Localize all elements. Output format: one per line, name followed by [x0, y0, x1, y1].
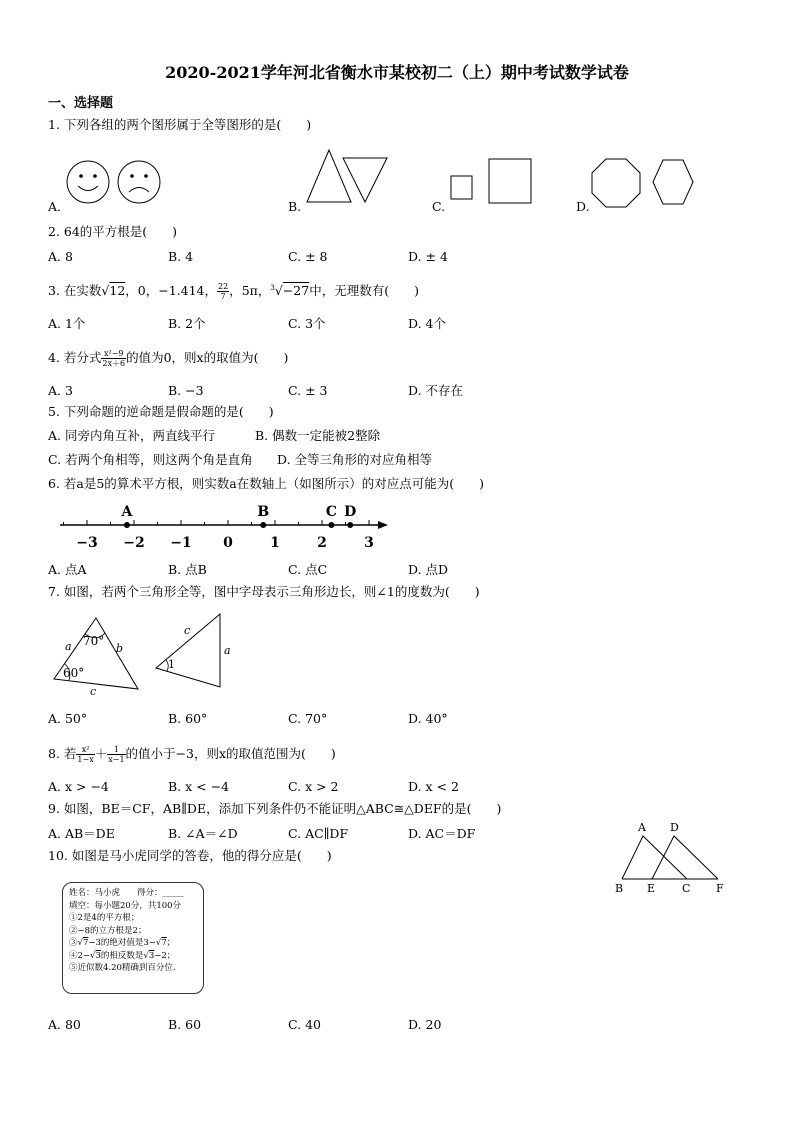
- q3-radicand-1: 12: [109, 283, 126, 299]
- card-line-3: ③√7−3的绝对值是3−√7；: [69, 938, 176, 948]
- number-line-tick-label: −3: [76, 535, 98, 551]
- card-line-name: 姓名：马小虎 得分：_____: [69, 888, 184, 898]
- q1-option-c: C.: [432, 199, 446, 214]
- q5-stem: 5. 下列命题的逆命题是假命题的是( ): [48, 404, 274, 419]
- q9-label-d: D: [670, 821, 679, 834]
- q7-option-d: D. 40°: [408, 711, 448, 726]
- card-line-3-a: ③: [69, 938, 78, 948]
- q4-fraction-num: x²−9: [101, 349, 126, 359]
- q7-t1-side-b: b: [116, 642, 124, 655]
- card-line-3-r2: 7: [161, 938, 167, 948]
- q7-t1-side-c: c: [90, 685, 97, 698]
- number-line-point-c: [328, 522, 334, 528]
- q8-fraction-2-den: x−1: [108, 755, 125, 764]
- q9-option-a: A. AB＝DE: [48, 826, 115, 841]
- number-line-tick-label: −2: [123, 535, 145, 551]
- q5-option-d: D. 全等三角形的对应角相等: [277, 452, 433, 467]
- q8-fraction-1: [76, 745, 94, 764]
- number-line-point-d: [347, 522, 353, 528]
- card-line-4-c: −2；: [154, 950, 176, 961]
- q10-option-c: C. 40: [288, 1017, 321, 1032]
- q8-text-pre: 8. 若: [48, 746, 77, 761]
- q1-figure-smiley-faces: [60, 156, 170, 206]
- number-line-point-a: [124, 522, 130, 528]
- number-line-point-b: [260, 522, 266, 528]
- q3-radicand-2: −27: [282, 283, 310, 299]
- q1-option-d: D.: [576, 199, 590, 214]
- q10-option-d: D. 20: [408, 1017, 442, 1032]
- number-line-point-label: A: [121, 504, 133, 520]
- smile-face-icon: [67, 161, 109, 203]
- number-line-tick-label: 0: [223, 535, 233, 551]
- q1-option-b: B.: [288, 199, 302, 214]
- q2-stem: 2. 64的平方根是( ): [48, 224, 178, 239]
- q1-figure-polygons: [590, 155, 700, 209]
- q6-option-b: B. 点B: [168, 562, 207, 577]
- q10-option-b: B. 60: [168, 1017, 202, 1032]
- q6-number-line: [60, 497, 400, 553]
- q4-option-c: C. ± 3: [288, 383, 328, 398]
- q4-option-b: B. −3: [168, 383, 204, 398]
- q3-stem: [48, 280, 419, 301]
- number-line-tick-label: 1: [270, 535, 280, 551]
- q1-stem: 1. 下列各组的两个图形属于全等图形的是( ): [48, 117, 312, 132]
- q2-option-b: B. 4: [168, 249, 194, 264]
- q3-text-mid2: ，5π，: [229, 283, 271, 299]
- q5-option-b: B. 偶数一定能被2整除: [255, 428, 381, 443]
- q5-option-a: A. 同旁内角互补，两直线平行: [48, 428, 215, 443]
- q3-fraction-den: 7: [220, 292, 226, 302]
- q3-option-c: C. 3个: [288, 316, 326, 331]
- card-line-4-r2: 3: [148, 950, 155, 961]
- q10-answer-card: [62, 882, 204, 994]
- q7-t2-side-a: a: [224, 644, 231, 657]
- number-line-point-label: C: [325, 504, 337, 520]
- q7-t1-angle-left: 60°: [63, 666, 85, 680]
- q6-stem: 6. 若a是5的算术平方根，则实数a在数轴上（如图所示）的对应点可能为( ): [48, 476, 485, 491]
- q4-text-post: 的值为0，则x的取值为( ): [126, 350, 289, 365]
- number-line-point-label: D: [344, 504, 357, 520]
- q4-option-d: D. 不存在: [408, 383, 464, 398]
- q7-t2-side-c: c: [184, 624, 191, 637]
- q1-option-a: A.: [48, 199, 62, 214]
- q3-root-index: 3: [270, 284, 275, 292]
- card-line-3-r1: 7: [82, 938, 89, 948]
- q1-figure-squares: [450, 158, 535, 206]
- card-line-1: ①2是4的平方根；: [69, 913, 140, 923]
- card-line-4-r1: 3: [95, 950, 101, 961]
- q9-stem: 9. 如图，BE＝CF，AB∥DE，添加下列条件仍不能证明△ABC≅△DEF的是( ): [48, 801, 502, 816]
- q7-option-b: B. 60°: [168, 711, 208, 726]
- q6-option-d: D. 点D: [408, 562, 449, 577]
- q8-option-c: C. x > 2: [288, 779, 339, 794]
- q8-fraction-2: [107, 745, 125, 764]
- q4-fraction: [101, 349, 126, 368]
- q7-option-c: C. 70°: [288, 711, 328, 726]
- q7-triangle-1: [50, 614, 145, 700]
- number-line-tick-label: 3: [364, 535, 374, 551]
- q9-option-d: D. AC＝DF: [408, 826, 476, 841]
- q9-label-e: E: [647, 882, 656, 895]
- q8-fraction-2-num: 1: [107, 745, 125, 755]
- q4-option-a: A. 3: [48, 383, 73, 398]
- q3-option-a: A. 1个: [48, 316, 86, 331]
- card-line-rule: 填空：每小题20分，共100分: [69, 900, 182, 911]
- q3-cuberoot-icon: √: [274, 283, 283, 299]
- q9-option-b: B. ∠A＝∠D: [168, 826, 238, 841]
- q8-fraction-1-num: x²: [76, 745, 94, 755]
- q2-option-d: D. ± 4: [408, 249, 448, 264]
- q3-sqrt-icon: √: [101, 283, 110, 299]
- q3-fraction: [217, 282, 229, 301]
- q4-stem: [48, 349, 288, 368]
- q9-option-c: C. AC∥DF: [288, 826, 349, 841]
- q7-stem: 7. 如图，若两个三角形全等，图中字母表示三角形边长，则∠1的度数为( ): [48, 584, 480, 599]
- q7-t1-angle-top: 70°: [83, 634, 105, 648]
- q9-label-c: C: [682, 882, 691, 895]
- section-heading: 一、选择题: [48, 96, 114, 111]
- q5-option-c: C. 若两个角相等，则这两个角是直角: [48, 452, 253, 467]
- number-line-point-label: B: [257, 504, 270, 520]
- q8-option-b: B. x < −4: [168, 779, 230, 794]
- paper-title: 2020-2021学年河北省衡水市某校初二（上）期中考试数学试卷: [165, 63, 629, 82]
- q3-option-b: B. 2个: [168, 316, 206, 331]
- q4-text-pre: 4. 若分式: [48, 350, 102, 365]
- q8-stem: [48, 745, 336, 764]
- q9-figure-triangles: [612, 818, 732, 898]
- q8-fraction-1-den: 1−x: [77, 755, 94, 764]
- card-line-3-c: ；: [166, 938, 176, 948]
- q3-fraction-num: 22: [218, 282, 229, 292]
- card-line-4: ④2−√3的相反数是√3−2；: [69, 950, 176, 961]
- q9-label-a: A: [638, 821, 646, 834]
- q7-triangle-2: [152, 612, 237, 692]
- q8-option-d: D. x < 2: [408, 779, 459, 794]
- q2-option-a: A. 8: [48, 249, 73, 264]
- q3-text-pre: 3. 在实数: [48, 283, 102, 299]
- number-line-arrow-icon: [378, 521, 388, 529]
- card-line-2: ②−8的立方根是2；: [69, 925, 147, 936]
- q8-option-a: A. x > −4: [48, 779, 109, 794]
- q7-option-a: A. 50°: [48, 711, 88, 726]
- q6-option-a: A. 点A: [48, 562, 87, 577]
- q9-label-f: F: [716, 882, 724, 895]
- card-line-4-b: 的相反数是: [100, 950, 144, 961]
- q1-figure-triangles: [305, 148, 390, 206]
- q10-option-a: A. 80: [48, 1017, 81, 1032]
- q3-option-d: D. 4个: [408, 316, 446, 331]
- q8-text-post: 的值小于−3，则x的取值范围为( ): [125, 746, 336, 761]
- number-line-tick-label: 2: [317, 535, 327, 551]
- q6-option-c: C. 点C: [288, 562, 328, 577]
- q2-option-c: C. ± 8: [288, 249, 328, 264]
- q8-plus: ＋: [94, 746, 108, 761]
- card-line-4-a: ④2−: [69, 950, 91, 961]
- q10-stem: 10. 如图是马小虎同学的答卷，他的得分应是( ): [48, 848, 332, 863]
- q3-text-mid: ，0，−1.414，: [125, 283, 217, 299]
- card-line-3-b: −3的绝对值是3−: [88, 938, 156, 948]
- q4-fraction-den: 2x＋6: [102, 359, 126, 368]
- q7-t2-angle-1: 1: [168, 658, 175, 671]
- q9-label-b: B: [615, 882, 624, 895]
- number-line-tick-label: −1: [170, 535, 192, 551]
- frown-face-icon: [118, 161, 160, 203]
- q3-text-post: 中，无理数有( ): [309, 283, 419, 299]
- q7-t1-side-a: a: [65, 640, 72, 653]
- card-line-5: ⑤近似数4.20精确到百分位.: [69, 963, 176, 973]
